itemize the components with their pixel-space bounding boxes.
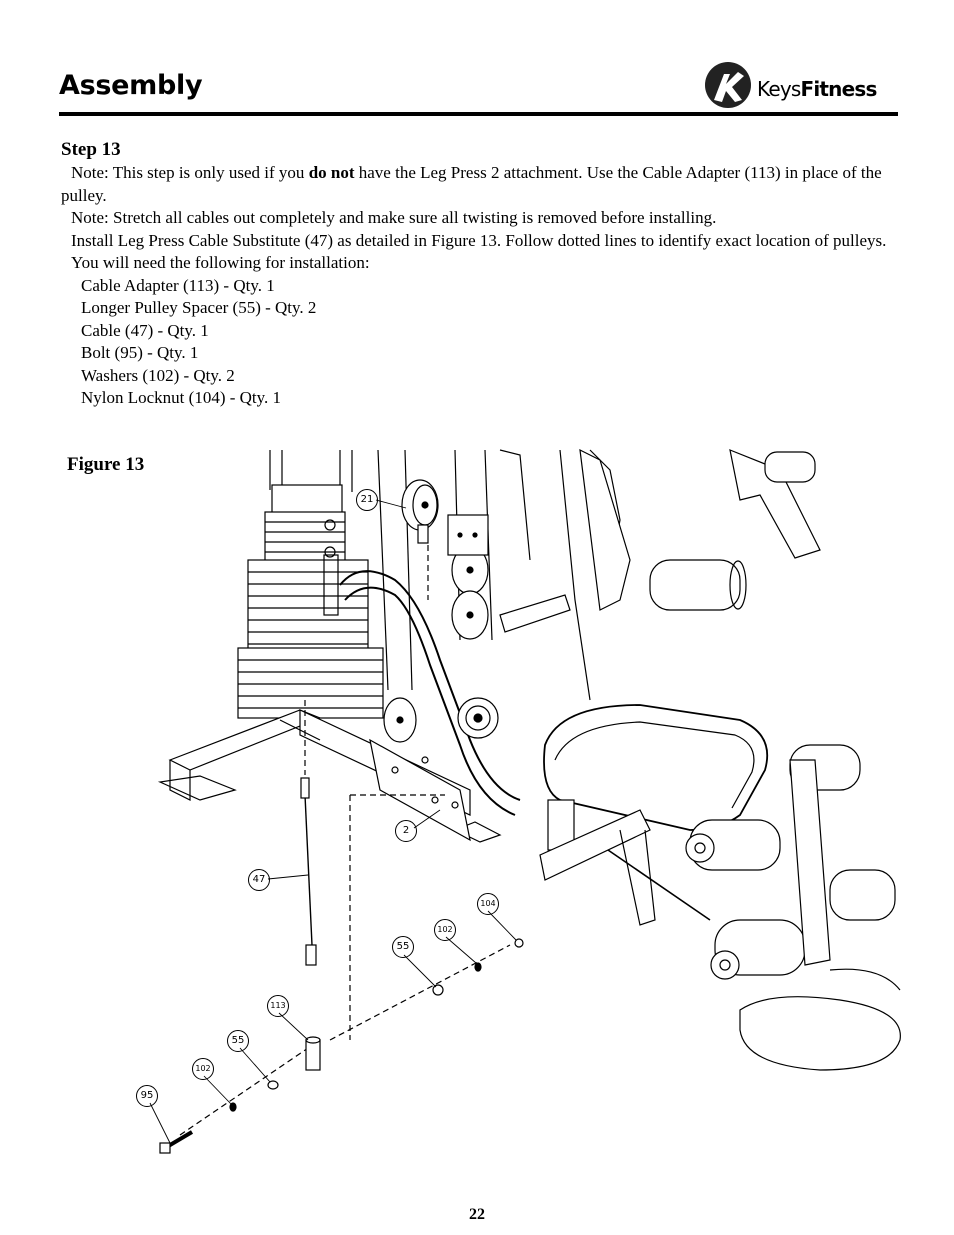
page-title: Assembly [59, 70, 203, 101]
page-number: 22 [469, 1206, 485, 1223]
parts-list-item: Cable Adapter (113) - Qty. 1 [81, 275, 275, 295]
parts-list-item: Washers (102) - Qty. 2 [81, 365, 235, 385]
note-leg-press-b: have the Leg Press 2 attachment. Use the Cable Adapter (113) in place of the pulley. [61, 163, 882, 205]
parts-intro: You will need the following for installation: [71, 253, 370, 272]
callout-95: 95 [136, 1085, 158, 1107]
parts-list-item: Nylon Locknut (104) - Qty. 1 [81, 388, 282, 407]
callout-104: 104 [477, 893, 499, 915]
brand-wordmark-regular: Keys [757, 77, 801, 101]
cable-47 [301, 778, 316, 965]
parts-list-item: Cable (47) - Qty. 1 [81, 320, 209, 340]
brand-logo [704, 60, 900, 110]
callout-47: 47 [248, 869, 270, 891]
callout-113: 113 [267, 995, 289, 1017]
callout-102: 102 [192, 1058, 214, 1080]
note-leg-press-a: Note: This step is only used if you [71, 163, 309, 182]
brand-wordmark-bold: Fitness [800, 77, 877, 101]
callout-55: 55 [227, 1030, 249, 1052]
keys-fitness-logo-icon [704, 60, 752, 110]
frame-plate-2 [370, 740, 470, 840]
callout-55: 55 [392, 936, 414, 958]
parts-list-item: Bolt (95) - Qty. 1 [81, 343, 199, 362]
assembly-diagram [130, 447, 905, 1162]
seat-pad [540, 705, 767, 925]
parts-list-item: Longer Pulley Spacer (55) - Qty. 2 [81, 298, 317, 317]
note-cables: Note: Stretch all cables out completely and make sure all twisting is removed before installing. [71, 208, 717, 227]
back-pad [580, 450, 820, 610]
hardware-parts [160, 939, 523, 1153]
brand-wordmark [757, 77, 877, 101]
note-leg-press-bold: do not [308, 163, 355, 182]
figure-label: Figure 13 [67, 454, 145, 475]
callout-102: 102 [434, 919, 456, 941]
callout-21: 21 [356, 489, 378, 511]
callout-2: 2 [395, 820, 417, 842]
step-title: Step 13 [61, 139, 121, 160]
step-instructions [61, 162, 901, 410]
note-leg-press [61, 162, 901, 207]
header-rule [59, 112, 898, 116]
install-instruction: Install Leg Press Cable Substitute (47) as detailed in Figure 13. Follow dotted lines to identify exact location of pulleys. [71, 230, 887, 250]
